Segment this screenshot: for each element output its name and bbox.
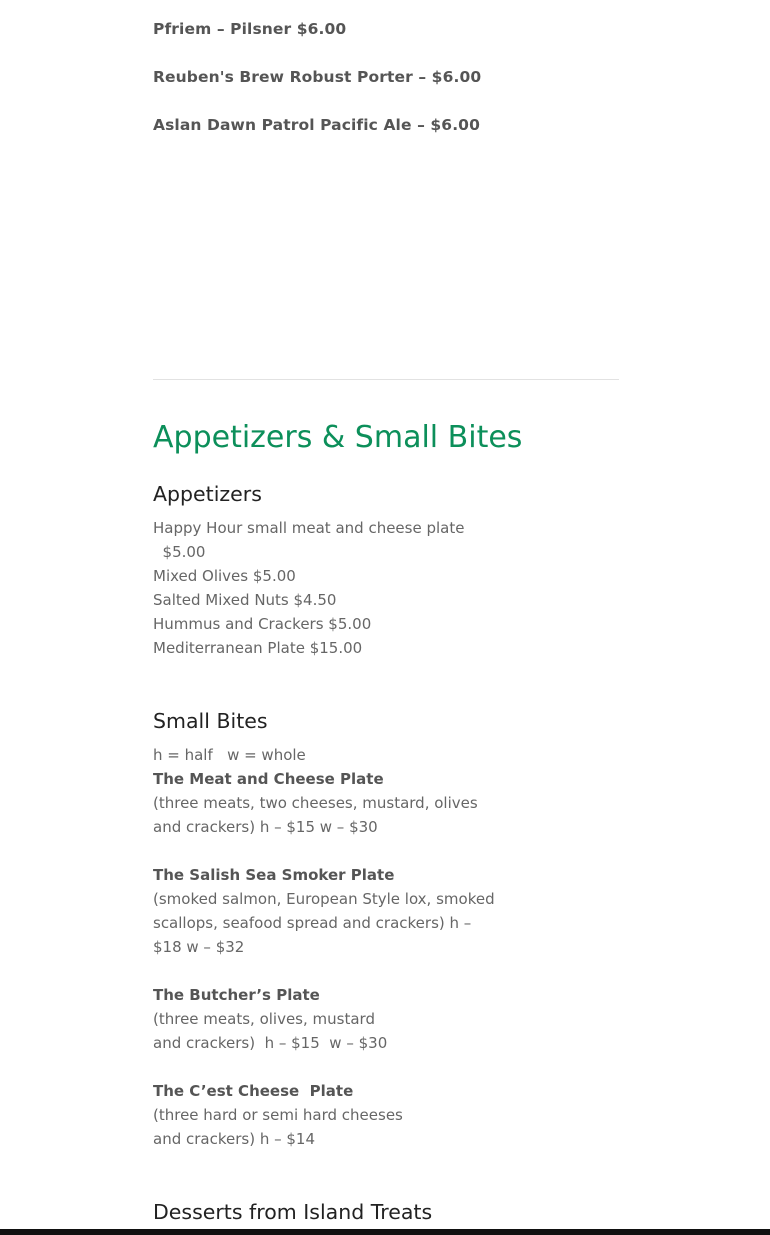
desserts-heading: Desserts from Island Treats [153, 1200, 433, 1224]
size-legend: h = half w = whole [153, 746, 306, 764]
appetizer-line: Salted Mixed Nuts $4.50 [153, 591, 337, 609]
bottom-bar [0, 1229, 770, 1235]
plate-description: (smoked salmon, European Style lox, smoked [153, 890, 495, 908]
plate-description: and crackers) h – $15 w – $30 [153, 818, 378, 836]
appetizers-heading: Appetizers [153, 482, 262, 506]
plate-description: (three hard or semi hard cheeses [153, 1106, 403, 1124]
beer-item: Pfriem – Pilsner $6.00 [153, 20, 347, 38]
plate-name: The Meat and Cheese Plate [153, 770, 384, 788]
appetizer-line: Mixed Olives $5.00 [153, 567, 296, 585]
plate-description: $18 w – $32 [153, 938, 245, 956]
beer-item: Reuben's Brew Robust Porter – $6.00 [153, 68, 482, 86]
section-title: Appetizers & Small Bites [153, 420, 523, 455]
plate-name: The Butcher’s Plate [153, 986, 320, 1004]
plate-description: (three meats, olives, mustard [153, 1010, 375, 1028]
small-bites-heading: Small Bites [153, 709, 268, 733]
plate-description: scallops, seafood spread and crackers) h – [153, 914, 472, 932]
section-divider [153, 379, 619, 380]
appetizer-line: Happy Hour small meat and cheese plate [153, 519, 465, 537]
plate-description: and crackers) h – $15 w – $30 [153, 1034, 388, 1052]
beer-item: Aslan Dawn Patrol Pacific Ale – $6.00 [153, 116, 480, 134]
appetizer-line: Hummus and Crackers $5.00 [153, 615, 372, 633]
plate-name: The Salish Sea Smoker Plate [153, 866, 395, 884]
appetizer-line: Mediterranean Plate $15.00 [153, 639, 363, 657]
plate-name: The C’est Cheese Plate [153, 1082, 354, 1100]
plate-description: (three meats, two cheeses, mustard, olives [153, 794, 478, 812]
plate-description: and crackers) h – $14 [153, 1130, 315, 1148]
appetizer-line: $5.00 [153, 543, 206, 561]
